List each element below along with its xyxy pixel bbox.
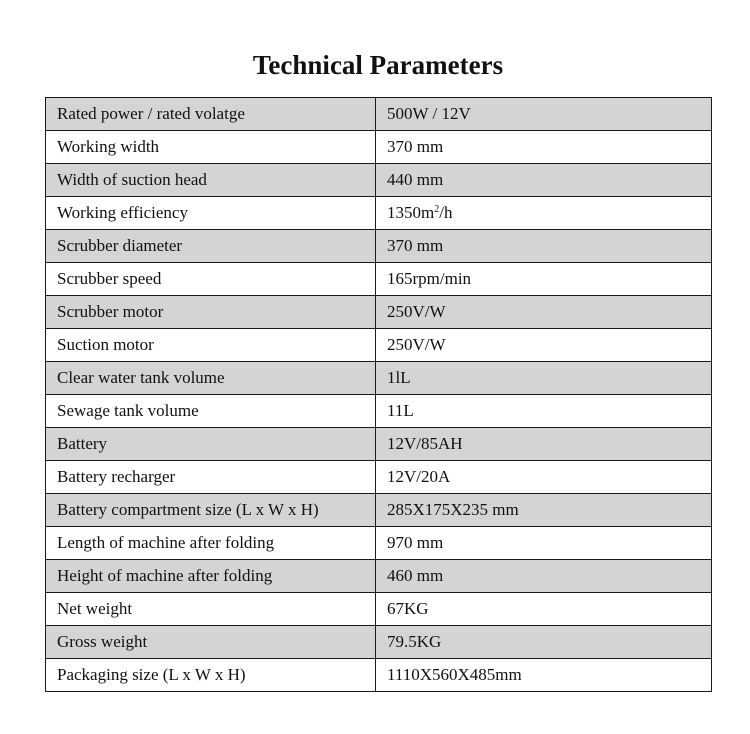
table-row <box>46 197 712 230</box>
table-row <box>46 98 712 131</box>
table-row <box>46 395 712 428</box>
parameter-value: 440 mm <box>376 164 712 197</box>
table-row <box>46 131 712 164</box>
parameter-label: Sewage tank volume <box>46 395 376 428</box>
parameter-label: Battery <box>46 428 376 461</box>
parameter-value: 370 mm <box>376 230 712 263</box>
parameter-label: Suction motor <box>46 329 376 362</box>
parameter-label: Scrubber motor <box>46 296 376 329</box>
parameter-value: 500W / 12V <box>376 98 712 131</box>
table-row <box>46 494 712 527</box>
table-row <box>46 461 712 494</box>
table-row <box>46 329 712 362</box>
page-title: Technical Parameters <box>252 50 504 80</box>
table-row <box>46 560 712 593</box>
table-row <box>46 362 712 395</box>
parameter-label: Width of suction head <box>46 164 376 197</box>
table-row <box>46 263 712 296</box>
parameter-label: Net weight <box>46 593 376 626</box>
parameter-label: Scrubber speed <box>46 263 376 296</box>
parameter-value: 970 mm <box>376 527 712 560</box>
parameter-value-suffix: /h <box>439 203 453 222</box>
parameter-value-superscript: 2 <box>434 204 440 215</box>
parameter-value: 460 mm <box>376 560 712 593</box>
table-row <box>46 164 712 197</box>
table-body <box>46 98 712 692</box>
parameter-label: Battery recharger <box>46 461 376 494</box>
parameter-value: 79.5KG <box>376 626 712 659</box>
table-row <box>46 659 712 692</box>
parameter-value: 1110X560X485mm <box>376 659 712 692</box>
table-row <box>46 593 712 626</box>
table-row <box>46 296 712 329</box>
parameter-label: Length of machine after folding <box>46 527 376 560</box>
parameter-label: Gross weight <box>46 626 376 659</box>
parameter-value: 12V/85AH <box>376 428 712 461</box>
parameter-label: Rated power / rated volatge <box>46 98 376 131</box>
parameter-label: Working width <box>46 131 376 164</box>
parameter-value-base: 1350m <box>387 203 435 222</box>
technical-parameters-table <box>45 97 712 692</box>
parameter-value: 1lL <box>376 362 712 395</box>
parameter-label: Packaging size (L x W x H) <box>46 659 376 692</box>
table-row <box>46 527 712 560</box>
parameter-label: Scrubber diameter <box>46 230 376 263</box>
parameter-value: 12V/20A <box>376 461 712 494</box>
table-row <box>46 230 712 263</box>
parameter-value: 370 mm <box>376 131 712 164</box>
parameter-value: 285X175X235 mm <box>376 494 712 527</box>
parameter-label: Battery compartment size (L x W x H) <box>46 494 376 527</box>
parameter-value <box>376 197 712 230</box>
table-row <box>46 626 712 659</box>
parameter-value: 165rpm/min <box>376 263 712 296</box>
parameter-value: 67KG <box>376 593 712 626</box>
parameter-value: 250V/W <box>376 329 712 362</box>
table-row <box>46 428 712 461</box>
parameter-value: 11L <box>376 395 712 428</box>
parameter-label: Height of machine after folding <box>46 560 376 593</box>
parameter-label: Working efficiency <box>46 197 376 230</box>
parameter-value: 250V/W <box>376 296 712 329</box>
parameter-label: Clear water tank volume <box>46 362 376 395</box>
